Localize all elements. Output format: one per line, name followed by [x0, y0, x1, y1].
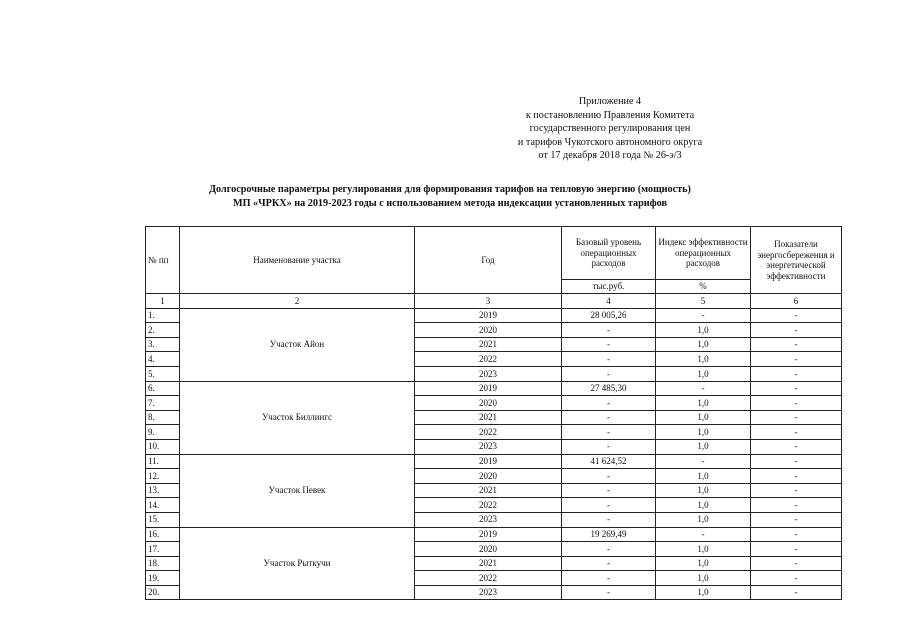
- year-cell: 2022: [415, 571, 562, 586]
- table-row: [146, 308, 842, 323]
- year-cell: 2021: [415, 556, 562, 571]
- header-row: [146, 227, 842, 280]
- energy-saving-cell: -: [751, 381, 842, 396]
- year-cell: 2020: [415, 542, 562, 557]
- title-line-1: Долгосрочные параметры регулирования для формирования тарифов на тепловую энергию (мощность): [209, 184, 691, 195]
- year-cell: 2023: [415, 512, 562, 527]
- unit-index: %: [656, 279, 751, 293]
- energy-saving-cell: -: [751, 352, 842, 367]
- column-number: 4: [562, 294, 656, 309]
- year-cell: 2021: [415, 410, 562, 425]
- efficiency-index-cell: 1,0: [656, 396, 751, 411]
- section-name-cell: Участок Биллингс: [180, 381, 415, 454]
- row-number-cell: 18.: [146, 556, 180, 571]
- section-name-cell: Участок Рыткучи: [180, 527, 415, 600]
- base-level-cell: -: [562, 352, 656, 367]
- efficiency-index-cell: -: [656, 454, 751, 469]
- appendix-line: Приложение 4: [578, 96, 642, 107]
- table-row: [146, 454, 842, 469]
- document-title: [140, 183, 760, 210]
- energy-saving-cell: -: [751, 512, 842, 527]
- efficiency-index-cell: 1,0: [656, 542, 751, 557]
- column-number: 3: [415, 294, 562, 309]
- base-level-cell: -: [562, 542, 656, 557]
- row-number-cell: 19.: [146, 571, 180, 586]
- row-number-cell: 14.: [146, 498, 180, 513]
- efficiency-index-cell: -: [656, 527, 751, 542]
- table-body: [146, 227, 842, 600]
- base-level-cell: 41 624,52: [562, 454, 656, 469]
- row-number-cell: 6.: [146, 381, 180, 396]
- efficiency-index-cell: 1,0: [656, 556, 751, 571]
- base-level-cell: -: [562, 556, 656, 571]
- efficiency-index-cell: 1,0: [656, 366, 751, 381]
- row-number-cell: 17.: [146, 542, 180, 557]
- year-cell: 2020: [415, 469, 562, 484]
- efficiency-index-cell: 1,0: [656, 410, 751, 425]
- efficiency-index-cell: 1,0: [656, 352, 751, 367]
- column-numbers-row: [146, 294, 842, 309]
- base-level-cell: -: [562, 439, 656, 454]
- row-number-cell: 7.: [146, 396, 180, 411]
- energy-saving-cell: -: [751, 483, 842, 498]
- year-cell: 2021: [415, 483, 562, 498]
- year-cell: 2023: [415, 439, 562, 454]
- row-number-cell: 8.: [146, 410, 180, 425]
- energy-saving-cell: -: [751, 469, 842, 484]
- row-number-cell: 9.: [146, 425, 180, 440]
- year-cell: 2023: [415, 366, 562, 381]
- base-level-cell: -: [562, 396, 656, 411]
- energy-saving-cell: -: [751, 396, 842, 411]
- energy-saving-cell: -: [751, 366, 842, 381]
- appendix-line: государственного регулирования цен: [529, 123, 691, 135]
- section-name-cell: Участок Айон: [180, 308, 415, 381]
- energy-saving-cell: -: [751, 337, 842, 352]
- base-level-cell: -: [562, 498, 656, 513]
- efficiency-index-cell: 1,0: [656, 439, 751, 454]
- energy-saving-cell: -: [751, 308, 842, 323]
- energy-saving-cell: -: [751, 323, 842, 338]
- year-cell: 2019: [415, 381, 562, 396]
- year-cell: 2020: [415, 323, 562, 338]
- base-level-cell: -: [562, 512, 656, 527]
- efficiency-index-cell: 1,0: [656, 498, 751, 513]
- column-number: 1: [146, 294, 180, 309]
- energy-saving-cell: -: [751, 410, 842, 425]
- energy-saving-cell: -: [751, 454, 842, 469]
- year-cell: 2021: [415, 337, 562, 352]
- header-index: Индекс эффективности операционных расходов: [656, 227, 751, 280]
- row-number-cell: 5.: [146, 366, 180, 381]
- base-level-cell: -: [562, 425, 656, 440]
- column-number: 6: [751, 294, 842, 309]
- base-level-cell: 19 269,49: [562, 527, 656, 542]
- energy-saving-cell: -: [751, 556, 842, 571]
- energy-saving-cell: -: [751, 439, 842, 454]
- column-number: 2: [180, 294, 415, 309]
- energy-saving-cell: -: [751, 527, 842, 542]
- appendix-line: и тарифов Чукотского автономного округа: [517, 136, 703, 148]
- base-level-cell: -: [562, 366, 656, 381]
- row-number-cell: 13.: [146, 483, 180, 498]
- base-level-cell: 27 485,30: [562, 381, 656, 396]
- year-cell: 2019: [415, 308, 562, 323]
- header-num: № пп: [146, 227, 180, 294]
- row-number-cell: 20.: [146, 585, 180, 600]
- appendix-line: к постановлению Правления Комитета: [525, 109, 695, 121]
- header-name: Наименование участка: [180, 227, 415, 294]
- row-number-cell: 15.: [146, 512, 180, 527]
- efficiency-index-cell: 1,0: [656, 512, 751, 527]
- year-cell: 2022: [415, 352, 562, 367]
- parameters-table: [145, 226, 842, 600]
- row-number-cell: 11.: [146, 454, 180, 469]
- unit-base: тыс.руб.: [562, 279, 656, 293]
- energy-saving-cell: -: [751, 585, 842, 600]
- header-year: Год: [415, 227, 562, 294]
- base-level-cell: -: [562, 469, 656, 484]
- base-level-cell: -: [562, 337, 656, 352]
- energy-saving-cell: -: [751, 498, 842, 513]
- header-energy: Показатели энергосбережения и энергетической эффективности: [751, 227, 842, 294]
- efficiency-index-cell: -: [656, 308, 751, 323]
- energy-saving-cell: -: [751, 542, 842, 557]
- efficiency-index-cell: 1,0: [656, 425, 751, 440]
- row-number-cell: 12.: [146, 469, 180, 484]
- base-level-cell: -: [562, 571, 656, 586]
- row-number-cell: 3.: [146, 337, 180, 352]
- table-row: [146, 381, 842, 396]
- base-level-cell: -: [562, 483, 656, 498]
- base-level-cell: -: [562, 585, 656, 600]
- year-cell: 2022: [415, 498, 562, 513]
- energy-saving-cell: -: [751, 425, 842, 440]
- base-level-cell: -: [562, 323, 656, 338]
- section-name-cell: Участок Певек: [180, 454, 415, 527]
- year-cell: 2019: [415, 454, 562, 469]
- appendix-block: [470, 95, 750, 163]
- efficiency-index-cell: 1,0: [656, 571, 751, 586]
- header-base: Базовый уровень операционных расходов: [562, 227, 656, 280]
- year-cell: 2022: [415, 425, 562, 440]
- row-number-cell: 16.: [146, 527, 180, 542]
- base-level-cell: -: [562, 410, 656, 425]
- efficiency-index-cell: 1,0: [656, 337, 751, 352]
- efficiency-index-cell: 1,0: [656, 469, 751, 484]
- base-level-cell: 28 005,26: [562, 308, 656, 323]
- year-cell: 2020: [415, 396, 562, 411]
- appendix-line: от 17 декабря 2018 года № 26-э/3: [538, 150, 682, 162]
- energy-saving-cell: -: [751, 571, 842, 586]
- column-number: 5: [656, 294, 751, 309]
- row-number-cell: 10.: [146, 439, 180, 454]
- efficiency-index-cell: 1,0: [656, 585, 751, 600]
- table-row: [146, 527, 842, 542]
- title-line-2: МП «ЧРКХ» на 2019-2023 годы с использованием метода индексации установленных тарифов: [232, 197, 668, 209]
- efficiency-index-cell: -: [656, 381, 751, 396]
- row-number-cell: 1.: [146, 308, 180, 323]
- year-cell: 2019: [415, 527, 562, 542]
- efficiency-index-cell: 1,0: [656, 323, 751, 338]
- year-cell: 2023: [415, 585, 562, 600]
- efficiency-index-cell: 1,0: [656, 483, 751, 498]
- row-number-cell: 4.: [146, 352, 180, 367]
- row-number-cell: 2.: [146, 323, 180, 338]
